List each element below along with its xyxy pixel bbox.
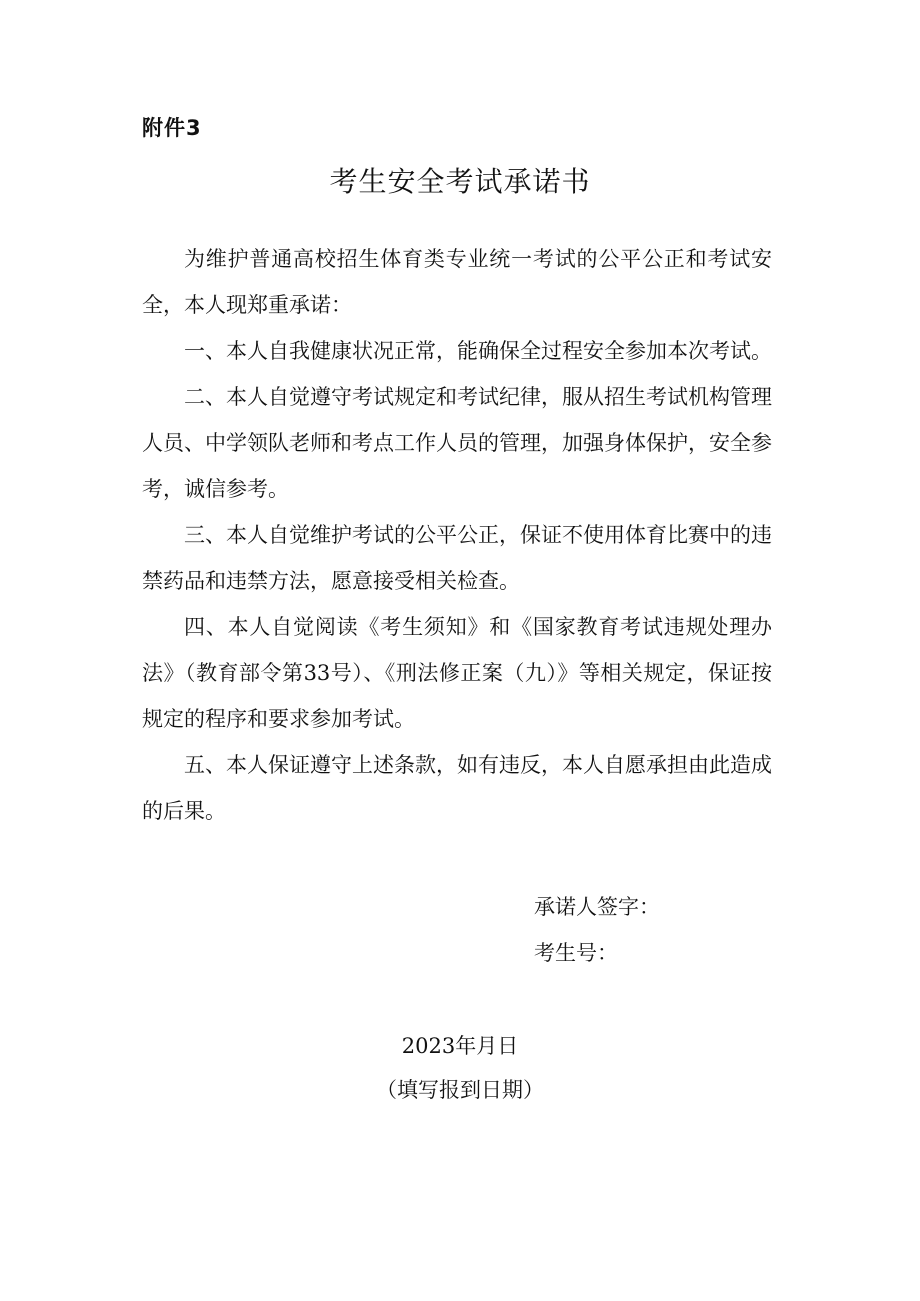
exam-number-label: 考生号： — [534, 941, 618, 965]
clause-5-paragraph: 五、本人保证遵守上述条款，如有违反，本人自愿承担由此造成的后果。 — [142, 753, 772, 823]
commitment-body — [142, 236, 772, 834]
clause-1-paragraph: 一、本人自我健康状况正常，能确保全过程安全参加本次考试。 — [184, 339, 772, 363]
intro-paragraph: 为维护普通高校招生体育类专业统一考试的公平公正和考试安全，本人现郑重承诺： — [142, 247, 772, 317]
date-block — [0, 1024, 920, 1112]
clause-4-paragraph: 四、本人自觉阅读《考生须知》和《国家教育考试违规处理办法》（教育部令第33号）、《刑法修正案（九）》等相关规定，保证按规定的程序和要求参加考试。 — [142, 615, 772, 731]
clause-3-paragraph: 三、本人自觉维护考试的公平公正，保证不使用体育比赛中的违禁药品和违禁方法，愿意接受相关检查。 — [142, 523, 772, 593]
page-title: 考生安全考试承诺书 — [329, 165, 591, 198]
signer-label: 承诺人签字： — [534, 895, 660, 919]
date-note: （填写报到日期） — [376, 1078, 544, 1102]
attachment-label: 附件3 — [142, 116, 202, 140]
clause-2-paragraph: 二、本人自觉遵守考试规定和考试纪律，服从招生考试机构管理人员、中学领队老师和考点工作人员的管理，加强身体保护，安全参考，诚信参考。 — [142, 385, 772, 501]
signature-block — [534, 884, 660, 976]
date-value: 2023年月日 — [401, 1034, 519, 1058]
